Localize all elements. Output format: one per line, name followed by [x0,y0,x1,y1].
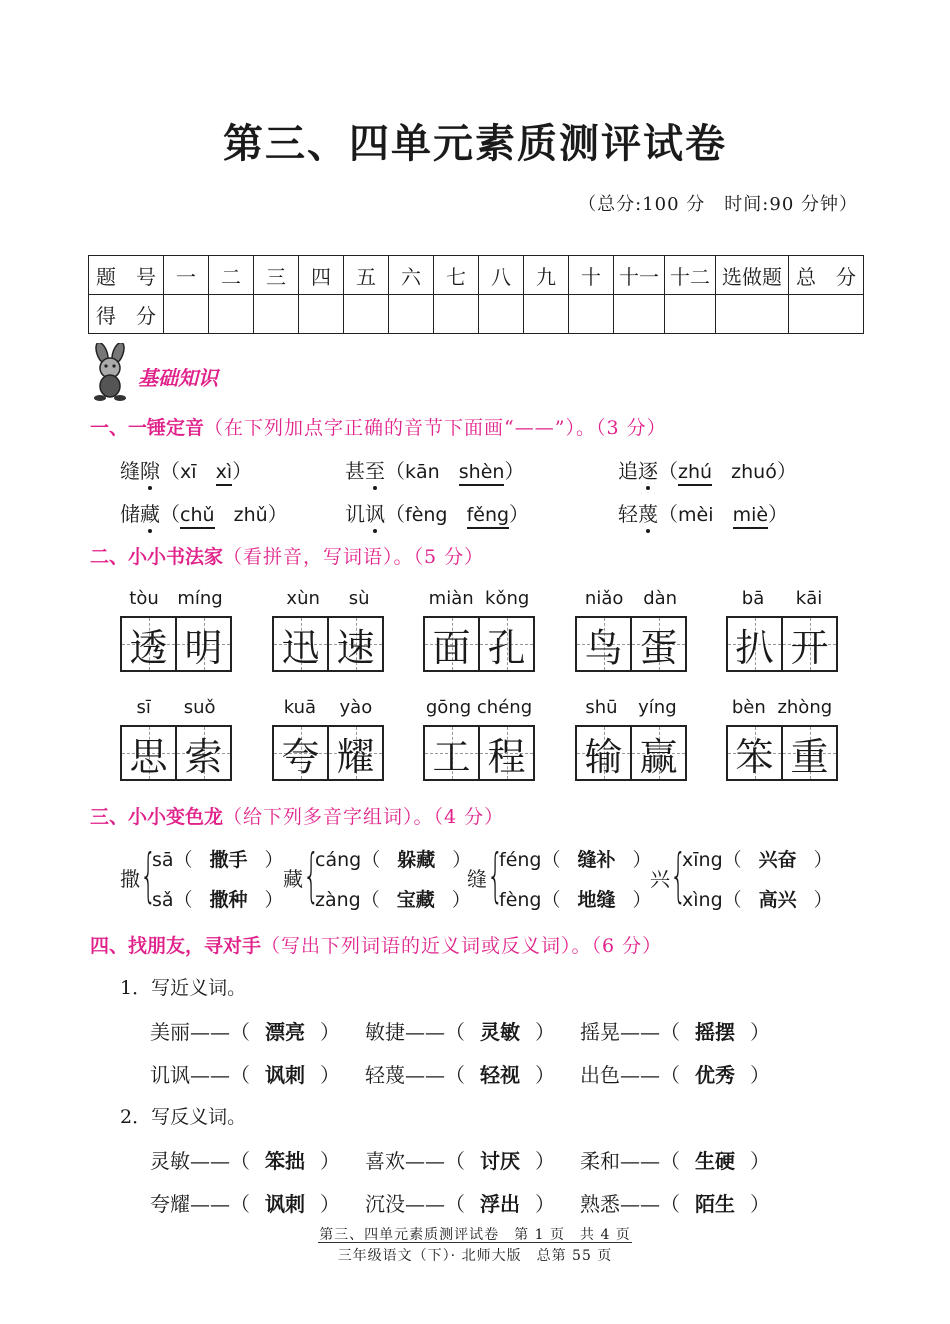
score-table-cell: 得 分 [89,295,164,334]
question-2-title: 二、小小书法家 [90,546,224,568]
q1-paren: ） [768,502,789,526]
paren-close: ） [320,1192,340,1216]
paren-close: ） [750,1063,770,1087]
rabbit-mascot-icon [88,343,134,401]
answer-word[interactable]: 缝补 [577,849,616,871]
reading: sā（ [152,849,193,871]
score-table-cell: 四 [299,256,344,295]
polyphone-char: 缝 [467,867,487,891]
pinyin: yíng [638,697,677,718]
score-input-cell[interactable] [164,295,209,334]
q1-option[interactable]: kān [405,461,440,483]
q1-dotted-char: 逐 [638,455,658,484]
pinyin: bèn [731,697,766,718]
score-table-cell: 六 [389,256,434,295]
answer-word[interactable]: 撒种 [209,889,248,911]
pinyin: suǒ [183,697,216,718]
q1-paren: ） [509,502,530,526]
reading: xìng（ [682,889,742,911]
question-3-instruction: （给下列多音字组词）。（4 分） [223,806,505,828]
polyphone-group [283,841,472,911]
pinyin: xùn [286,588,320,609]
synonym-pair [365,1059,555,1088]
tian-grid-cell[interactable] [274,727,327,779]
paren-close: ） [535,1192,555,1216]
answer-word[interactable]: 高兴 [758,889,797,911]
written-char: 扒 [735,625,774,670]
given-word: 柔和——（ [580,1149,680,1173]
pinyin: niǎo [584,588,624,609]
answer-word[interactable]: 讽刺 [265,1192,305,1216]
paren-close: ） [320,1149,340,1173]
written-char: 开 [790,625,829,670]
antonym-pair [365,1188,555,1217]
reading: fèng（ [499,889,561,911]
sub-question-synonyms: 1．写近义词。 [120,977,247,999]
paren-close: ） [451,889,471,911]
polyphone-line [499,845,652,872]
word-writing-box [120,588,232,672]
q1-paren: （ [385,502,405,526]
q1-paren: （ [160,459,180,483]
brace-icon: { [487,841,504,909]
paren-close: ） [264,889,284,911]
q1-option[interactable]: zhuó [731,461,777,483]
q1-char: 缝 [120,459,140,483]
antonym-pair [365,1145,555,1174]
answer-word[interactable]: 讽刺 [265,1063,305,1087]
paren-close: ） [813,849,833,871]
polyphone-line [152,885,284,912]
tian-grid-cell[interactable] [425,618,478,670]
score-table-cell: 十一 [614,256,665,295]
written-char: 程 [487,734,526,779]
paren-close: ） [632,889,652,911]
word-writing-box [575,697,687,781]
answer-word[interactable]: 生硬 [695,1149,735,1173]
pinyin: sù [348,588,370,609]
q1-option-underlined[interactable]: zhú [678,461,712,486]
written-char: 重 [790,734,829,779]
question-1-instruction: （在下列加点字正确的音节下面画“——”）。（3 分） [204,417,667,439]
score-table-cell: 九 [524,256,569,295]
given-word: 讥讽——（ [150,1063,250,1087]
polyphone-char: 藏 [283,867,303,891]
answer-word[interactable]: 轻视 [480,1063,520,1087]
tian-grid-cell[interactable] [478,618,533,670]
q1-paren: （ [385,459,405,483]
answer-word[interactable]: 浮出 [480,1192,520,1216]
score-table-cell: 选做题 [716,256,789,295]
pinyin: kāi [795,588,823,609]
paren-close: ） [320,1020,340,1044]
tian-grid-cell[interactable] [122,727,175,779]
given-word: 喜欢——（ [365,1149,465,1173]
tian-grid-cell[interactable] [577,618,630,670]
word-writing-box [423,697,535,781]
q1-option-underlined[interactable]: fěng [467,504,509,529]
q1-paren: （ [658,459,678,483]
tian-grid-cell[interactable] [175,618,230,670]
q1-paren: （ [658,502,678,526]
pinyin: míng [177,588,223,609]
question-3-title: 三、小小变色龙 [90,806,224,828]
score-input-cell[interactable] [389,295,434,334]
brace-icon: { [670,841,687,909]
score-table-cell: 八 [479,256,524,295]
question-4-instruction: （写出下列词语的近义词或反义词）。（6 分） [261,935,663,957]
written-char: 蛋 [639,625,678,670]
q1-option[interactable]: zhǔ [233,504,268,526]
antonym-pair [580,1145,770,1174]
score-table-header-row [89,256,864,295]
footer-line-1: 第三、四单元素质测评试卷 第 1 页 共 4 页 [319,1227,631,1243]
tian-grid-cell[interactable] [630,618,685,670]
question-2-instruction: （看拼音，写词语）。（5 分） [223,546,485,568]
word-writing-box [575,588,687,672]
score-table-cell: 总 分 [789,256,864,295]
score-input-cell[interactable] [254,295,299,334]
q1-paren: （ [160,502,180,526]
answer-word[interactable]: 地缝 [577,889,616,911]
pinyin: gōng [425,697,472,718]
word-writing-box [423,588,535,672]
tian-grid-cell[interactable] [728,727,781,779]
paren-close: ） [535,1020,555,1044]
given-word: 敏捷——（ [365,1020,465,1044]
paren-close: ） [452,849,472,871]
q1-option-underlined[interactable]: xì [216,461,233,486]
answer-word[interactable]: 优秀 [695,1063,735,1087]
reading: féng（ [499,849,561,871]
score-input-cell[interactable] [716,295,789,334]
q1-item [345,455,524,484]
antonym-pair [150,1188,340,1217]
score-table-cell: 题 号 [89,256,164,295]
question-4-title: 四、找朋友，寻对手 [90,935,262,957]
synonym-pair [580,1016,770,1045]
score-input-cell[interactable] [569,295,614,334]
section-banner: 基础知识 [138,366,218,390]
pinyin: dàn [643,588,678,609]
tian-grid-cell[interactable] [425,727,478,779]
tian-grid-cell[interactable] [274,618,327,670]
answer-word[interactable]: 宝藏 [396,889,435,911]
question-4-heading [90,931,662,958]
score-table-cell: 三 [254,256,299,295]
reading: sǎ（ [152,889,193,911]
score-input-cell[interactable] [789,295,864,334]
written-char: 迅 [281,625,320,670]
q1-char: 甚 [345,459,365,483]
paren-close: ） [750,1192,770,1216]
polyphone-group [650,841,833,911]
score-table-cell: 十 [569,256,614,295]
q1-item [120,455,252,484]
reading: zàng（ [315,889,380,911]
tian-grid-cell[interactable] [781,727,836,779]
written-char: 明 [184,625,223,670]
written-char: 面 [432,625,471,670]
q1-dotted-char: 至 [365,455,385,484]
given-word: 灵敏——（ [150,1149,250,1173]
pinyin: shū [585,697,618,718]
written-char: 索 [184,734,223,779]
sub-question-antonyms: 2．写反义词。 [120,1106,247,1128]
paren-close: ） [535,1149,555,1173]
written-char: 耀 [336,734,375,779]
q1-dotted-char: 蔑 [638,498,658,527]
footer-line-2: 三年级语文（下）· 北师大版 总第 55 页 [337,1248,613,1264]
polyphone-char: 撒 [120,867,140,891]
score-time-info: （总分:100 分 时间:90 分钟） [578,194,858,215]
polyphone-line [682,885,833,912]
polyphone-line [499,885,652,912]
reading: xīng（ [682,849,742,871]
pinyin: yào [339,697,373,718]
answer-word[interactable]: 躲藏 [397,849,436,871]
written-char: 赢 [639,734,678,779]
q1-paren: ） [776,459,797,483]
answer-word[interactable]: 陌生 [695,1192,735,1216]
polyphone-group [120,841,284,911]
paren-close: ） [750,1149,770,1173]
pinyin: chéng [476,697,533,718]
polyphone-line [315,845,471,872]
given-word: 出色——（ [580,1063,680,1087]
score-table-cell: 十二 [665,256,716,295]
paren-close: ） [264,849,284,871]
synonym-pair [365,1016,555,1045]
given-word: 摇晃——（ [580,1020,680,1044]
q1-dotted-char: 隙 [140,455,160,484]
written-char: 鸟 [584,625,623,670]
synonym-pair [580,1059,770,1088]
q1-item [618,455,797,484]
q1-option-underlined[interactable]: miè [733,504,768,529]
given-word: 美丽——（ [150,1020,250,1044]
written-char: 笨 [735,734,774,779]
q1-paren: ） [267,502,288,526]
synonym-pair [150,1059,340,1088]
word-writing-box [726,697,838,781]
q1-item [345,498,529,527]
answer-word[interactable]: 撒手 [209,849,248,871]
tian-grid-cell[interactable] [327,618,382,670]
written-char: 透 [129,625,168,670]
question-1-heading [90,413,667,440]
written-char: 工 [432,734,471,779]
tian-grid-cell[interactable] [478,727,533,779]
word-writing-box [272,697,384,781]
answer-word[interactable]: 摇摆 [695,1020,735,1044]
written-char: 输 [584,734,623,779]
q1-option-underlined[interactable]: chǔ [180,504,215,529]
question-1-title: 一、一锤定音 [90,417,205,439]
pinyin: bā [741,588,765,609]
q1-char: 讥 [345,502,365,526]
q1-paren: ） [504,459,525,483]
given-word: 轻蔑——（ [365,1063,465,1087]
score-table-cell: 七 [434,256,479,295]
question-2-heading [90,542,484,569]
brace-icon: { [140,841,157,909]
answer-word[interactable]: 笨拙 [265,1149,305,1173]
answer-word[interactable]: 灵敏 [480,1020,520,1044]
polyphone-line [152,845,284,872]
antonym-pair [580,1188,770,1217]
brace-icon: { [303,841,320,909]
q1-paren: ） [232,459,253,483]
score-input-cell[interactable] [614,295,665,334]
q1-dotted-char: 讽 [365,498,385,527]
paren-close: ） [632,849,652,871]
pinyin: kuā [283,697,317,718]
pinyin: miàn [428,588,474,609]
reading: cáng（ [315,849,381,871]
written-char: 思 [129,734,168,779]
written-char: 夸 [281,734,320,779]
antonym-pair [150,1145,340,1174]
polyphone-line [682,845,833,872]
score-input-cell[interactable] [665,295,716,334]
tian-grid-cell[interactable] [630,727,685,779]
polyphone-line [315,885,471,912]
pinyin: kǒng [485,588,530,609]
score-table-score-row [89,295,864,334]
score-table [88,255,864,334]
given-word: 沉没——（ [365,1192,465,1216]
tian-grid-cell[interactable] [175,727,230,779]
answer-word[interactable]: 漂亮 [265,1020,305,1044]
score-input-cell[interactable] [209,295,254,334]
written-char: 速 [336,625,375,670]
score-table-cell: 五 [344,256,389,295]
word-writing-box [272,588,384,672]
polyphone-char: 兴 [650,867,670,891]
given-word: 夸耀——（ [150,1192,250,1216]
footer-divider [318,1242,632,1243]
score-input-cell[interactable] [299,295,344,334]
answer-word[interactable]: 讨厌 [480,1149,520,1173]
score-table-cell: 二 [209,256,254,295]
pinyin: tòu [129,588,159,609]
synonym-pair [150,1016,340,1045]
q1-item [120,498,288,527]
q1-option[interactable]: mèi [678,504,714,526]
pinyin: sī [136,697,151,718]
q1-option-underlined[interactable]: shèn [459,461,505,486]
q1-char: 轻 [618,502,638,526]
q1-char: 储 [120,502,140,526]
word-writing-box [726,588,838,672]
q1-char: 追 [618,459,638,483]
q1-option[interactable]: xī [180,461,197,483]
tian-grid-cell[interactable] [728,618,781,670]
page-title: 第三、四单元素质测评试卷 [223,120,727,167]
score-input-cell[interactable] [344,295,389,334]
paren-close: ） [535,1063,555,1087]
score-input-cell[interactable] [479,295,524,334]
tian-grid-cell[interactable] [122,618,175,670]
tian-grid-cell[interactable] [781,618,836,670]
paren-close: ） [813,889,833,911]
word-writing-box [120,697,232,781]
answer-word[interactable]: 兴奋 [758,849,797,871]
score-input-cell[interactable] [434,295,479,334]
paren-close: ） [750,1020,770,1044]
score-table-cell: 一 [164,256,209,295]
q1-item [618,498,788,527]
q1-option[interactable]: fèng [405,504,448,526]
tian-grid-cell[interactable] [327,727,382,779]
paren-close: ） [320,1063,340,1087]
question-3-heading [90,802,504,829]
tian-grid-cell[interactable] [577,727,630,779]
q1-dotted-char: 藏 [140,498,160,527]
pinyin: zhòng [777,697,833,718]
polyphone-group [467,841,652,911]
written-char: 孔 [487,625,526,670]
given-word: 熟悉——（ [580,1192,680,1216]
score-input-cell[interactable] [524,295,569,334]
